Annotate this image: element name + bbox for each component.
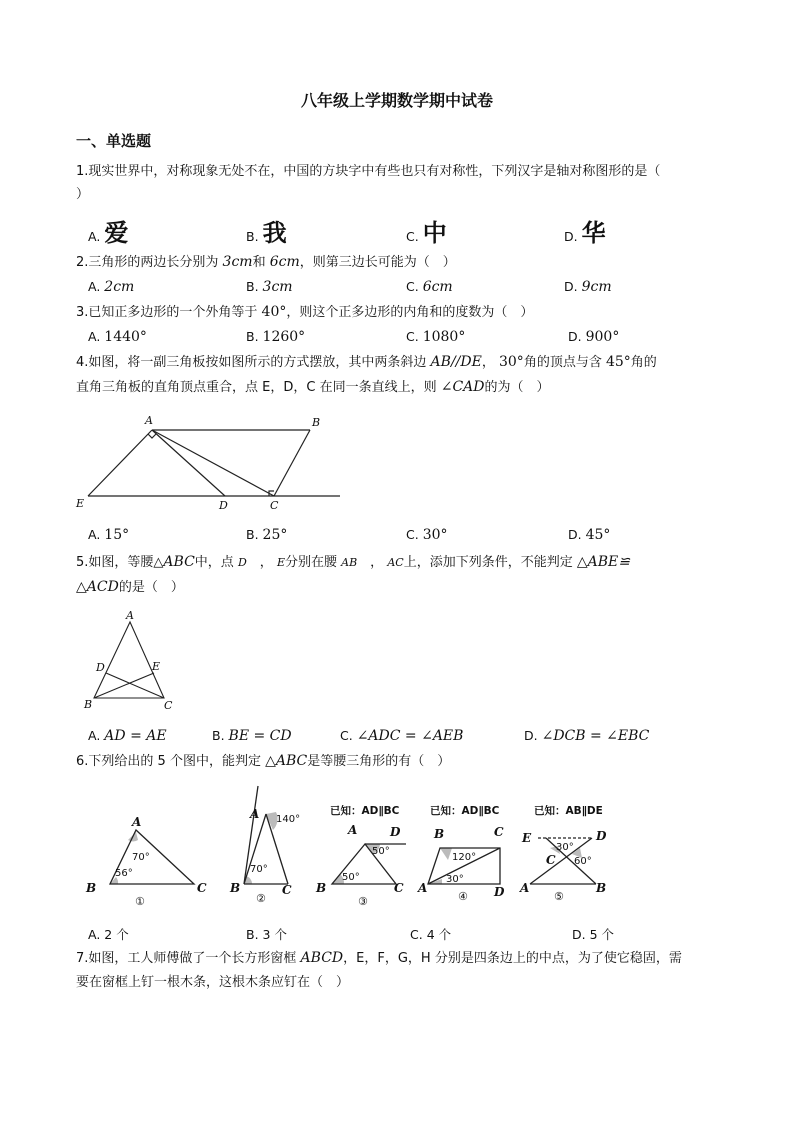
section-heading: 一、单选题 [76, 132, 152, 150]
q3-option-c[interactable]: C. 1080° [406, 329, 466, 345]
svg-text:D: D [390, 825, 401, 839]
svg-text:已知：AD∥BC: 已知：AD∥BC [430, 805, 500, 817]
svg-text:A: A [418, 881, 428, 895]
q4-option-a[interactable]: A. 15° [88, 527, 130, 543]
question-1-text: 1.现实世界中，对称现象无处不在，中国的方块字中有些也只有对称性，下列汉字是轴对称图形的是（ [76, 164, 661, 179]
svg-text:D: D [494, 885, 505, 899]
question-5-text-cont: △ACD的是（ ） [76, 579, 184, 595]
question-4-text: 4.如图，将一副三角板按如图所示的方式摆放，其中两条斜边 AB//DE， 30°角的顶点与含 45°角的 [76, 354, 657, 370]
svg-text:30°: 30° [556, 842, 574, 853]
q6-option-b[interactable]: B. 3 个 [246, 927, 287, 942]
svg-text:④: ④ [458, 890, 468, 903]
svg-text:C: C [197, 881, 207, 895]
svg-text:A: A [250, 807, 260, 821]
svg-text:140°: 140° [276, 814, 301, 825]
q2-option-a[interactable]: A. 2cm [88, 279, 135, 295]
q6-figure-5 [519, 804, 607, 903]
q4-figure [70, 410, 350, 520]
q6-figure-1 [85, 815, 207, 908]
q4-option-b[interactable]: B. 25° [246, 527, 288, 543]
q5-option-d[interactable]: D. ∠DCB = ∠EBC [524, 728, 650, 744]
q6-figure-2 [229, 786, 300, 905]
svg-text:B: B [86, 881, 97, 895]
question-7-text: 7.如图，工人师傅做了一个长方形窗框 ABCD，E，F，G，H 分别是四条边上的中点，为了使它稳固，需 [76, 950, 682, 966]
q5-label-d: D [96, 661, 105, 674]
q2-option-b[interactable]: B. 3cm [246, 279, 293, 295]
q1-option-b[interactable]: B. 我 [246, 219, 287, 247]
svg-text:③: ③ [358, 895, 368, 908]
svg-text:D: D [596, 829, 607, 843]
q6-option-a[interactable]: A. 2 个 [88, 927, 129, 942]
q5-label-b: B [84, 698, 93, 711]
svg-text:50°: 50° [372, 846, 390, 857]
q2-option-c[interactable]: C. 6cm [406, 279, 453, 295]
svg-text:B: B [596, 881, 607, 895]
q1-option-d[interactable]: D. 华 [564, 219, 606, 247]
svg-text:B: B [230, 881, 241, 895]
svg-text:已知：AB∥DE: 已知：AB∥DE [534, 805, 603, 817]
svg-text:C: C [546, 853, 556, 867]
q6-option-c[interactable]: C. 4 个 [410, 927, 452, 942]
svg-text:30°: 30° [446, 874, 464, 885]
q5-label-c: C [164, 699, 173, 712]
svg-text:C: C [394, 881, 404, 895]
q5-figure [82, 609, 182, 716]
svg-text:①: ① [135, 895, 145, 908]
q5-option-b[interactable]: B. BE = CD [212, 728, 292, 744]
q5-label-a: A [126, 609, 134, 622]
q4-label-e: E [76, 497, 85, 510]
question-4-text-cont: 直角三角板的直角顶点重合，点 E，D，C 在同一条直线上，则 ∠CAD的为（ ） [76, 379, 550, 395]
svg-text:已知：AD∥BC: 已知：AD∥BC [330, 805, 400, 817]
svg-text:⑤: ⑤ [554, 890, 564, 903]
q4-label-b: B [312, 416, 321, 429]
question-3-text: 3.已知正多边形的一个外角等于 40°，则这个正多边形的内角和的度数为（ ） [76, 304, 534, 320]
page-title: 八年级上学期数学期中试卷 [300, 91, 493, 110]
q6-figure-3 [315, 804, 406, 908]
q3-option-a[interactable]: A. 1440° [88, 329, 147, 345]
svg-text:C: C [494, 825, 504, 839]
svg-text:B: B [316, 881, 327, 895]
svg-text:A: A [520, 881, 530, 895]
q4-label-c: C [270, 499, 279, 512]
q3-option-b[interactable]: B. 1260° [246, 329, 306, 345]
q5-option-c[interactable]: C. ∠ADC = ∠AEB [340, 728, 464, 744]
svg-text:C: C [282, 883, 292, 897]
question-5-text: 5.如图，等腰△ABC中，点 D ， E分别在腰 AB ， AC上，添加下列条件，不能判定 △ABE≌ [76, 554, 630, 570]
svg-text:70°: 70° [250, 864, 268, 875]
question-1-text-cont: ） [76, 187, 90, 202]
q2-option-d[interactable]: D. 9cm [564, 279, 612, 295]
q6-figure-4 [417, 804, 505, 903]
svg-text:120°: 120° [452, 852, 477, 863]
q4-label-d: D [219, 499, 228, 512]
svg-text:56°: 56° [115, 868, 133, 879]
question-6-text: 6.下列给出的 5 个图中，能判定 △ABC是等腰三角形的有（ ） [76, 753, 451, 769]
q4-label-a: A [145, 414, 153, 427]
q4-option-d[interactable]: D. 45° [568, 527, 611, 543]
q3-option-d[interactable]: D. 900° [568, 329, 620, 345]
question-2-text: 2.三角形的两边长分别为 3cm和 6cm，则第三边长可能为（ ） [76, 254, 456, 270]
q6-figures [80, 780, 720, 910]
q1-option-c[interactable]: C. 中 [406, 219, 447, 247]
svg-text:A: A [132, 815, 142, 829]
q1-option-a[interactable]: A. 爱 [88, 219, 129, 247]
q6-option-d[interactable]: D. 5 个 [572, 927, 615, 942]
q4-option-c[interactable]: C. 30° [406, 527, 448, 543]
question-7-text-cont: 要在窗框上钉一根木条，这根木条应钉在（ ） [76, 975, 350, 990]
q5-option-a[interactable]: A. AD = AE [88, 728, 167, 744]
svg-text:②: ② [256, 892, 266, 905]
svg-text:E: E [522, 831, 532, 845]
svg-text:A: A [348, 823, 358, 837]
svg-text:70°: 70° [132, 852, 150, 863]
svg-text:60°: 60° [574, 856, 592, 867]
svg-text:50°: 50° [342, 872, 360, 883]
svg-text:B: B [434, 827, 445, 841]
q5-label-e: E [152, 660, 161, 673]
